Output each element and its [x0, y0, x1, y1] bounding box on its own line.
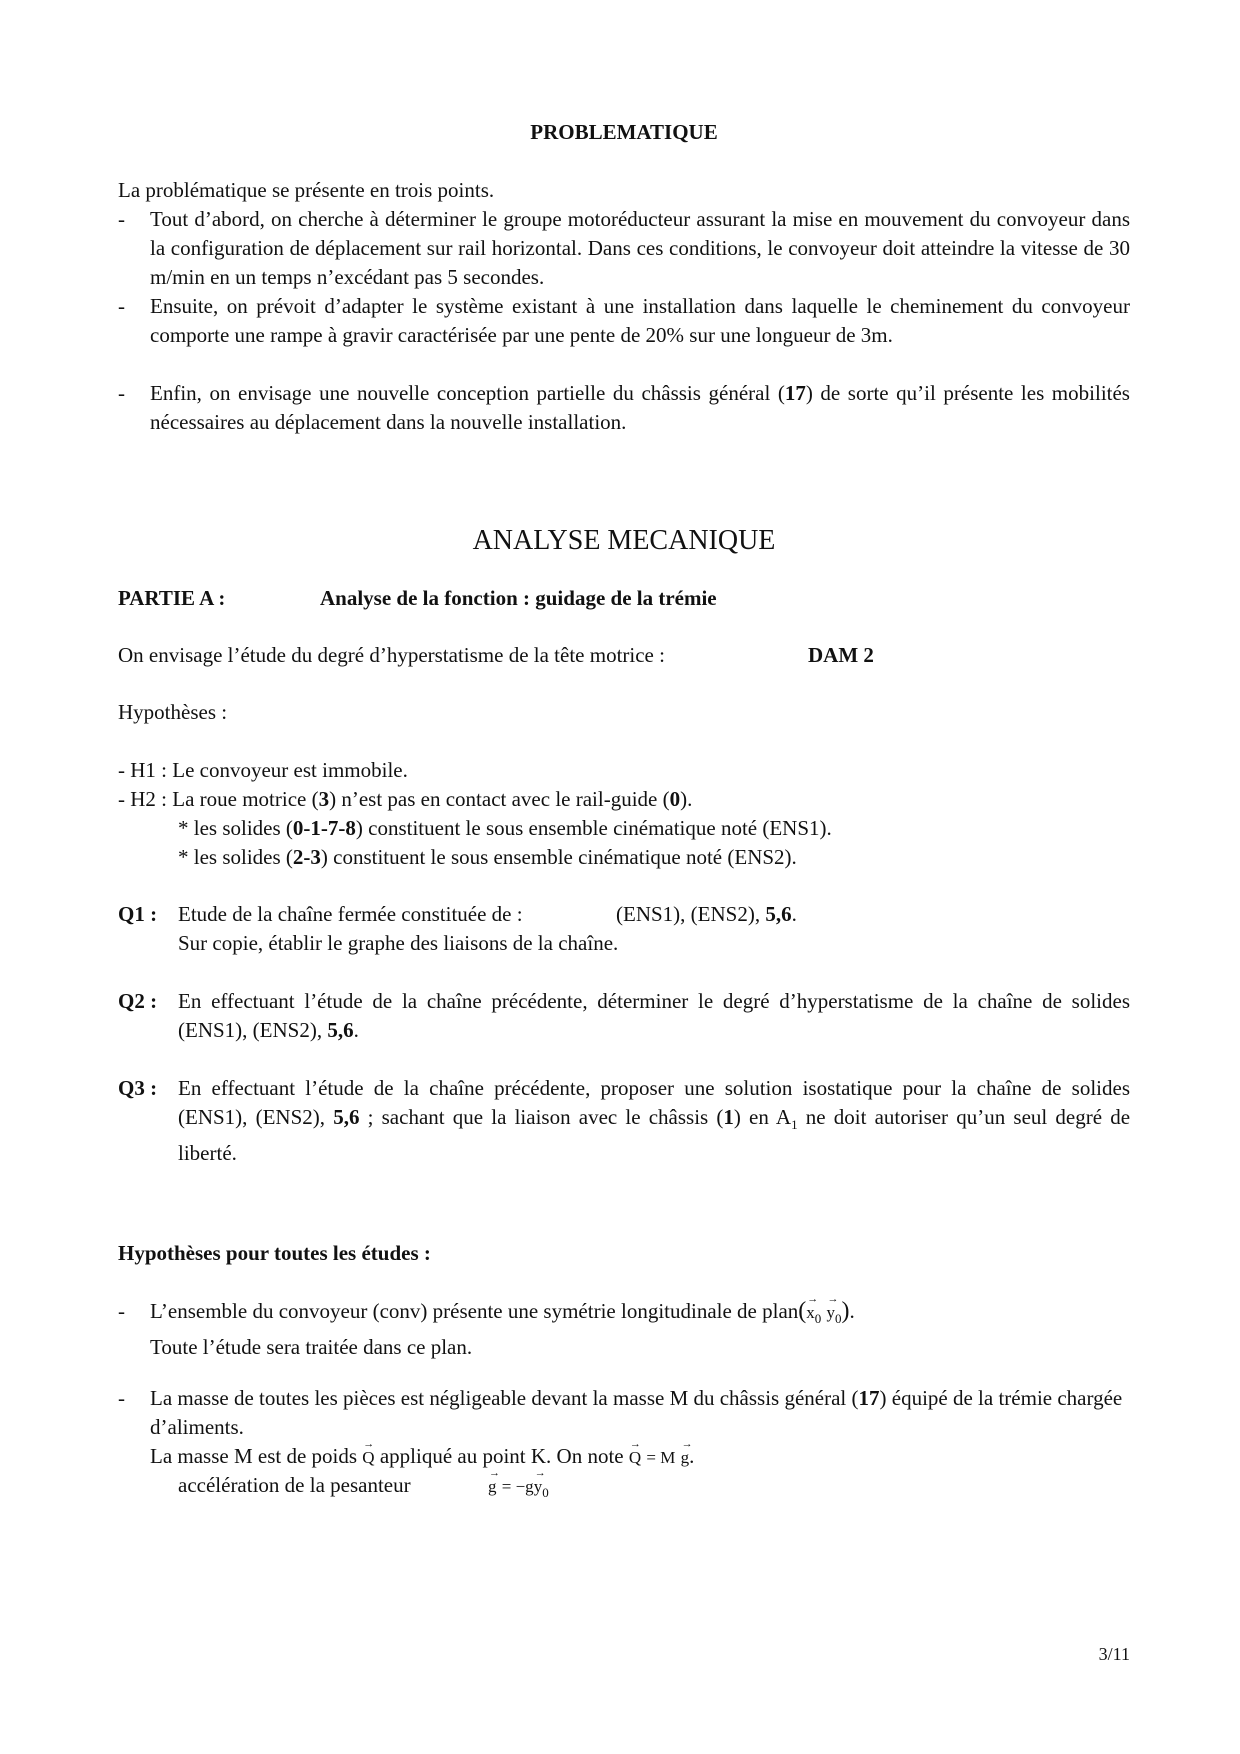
- partie-label: PARTIE A :: [118, 586, 226, 610]
- problematique-point-1: - Tout d’abord, on cherche à déterminer le groupe motoréducteur assurant la mise en mouvement du convoyeur dans la configuration de déplacement sur rail horizontal. Dans ces conditions, le convoyeur doit atteindre la vitesse de 30 m/min en un temps n’excédant pas 5 secondes.: [118, 207, 1130, 289]
- hypothese-h2: - H2 : La roue motrice (3) n’est pas en contact avec le rail-guide (0).: [118, 787, 693, 811]
- analyse-title: ANALYSE MECANIQUE: [472, 525, 776, 556]
- document-page: [118, 0, 1130, 1754]
- problematique-point-2: - Ensuite, on prévoit d’adapter le système existant à une installation dans laquelle le cheminement du convoyeur comporte une rampe à gravir caractérisée par une pente de 20% sur une longueur de 3m.: [118, 294, 1130, 347]
- etude-line: On envisage l’étude du degré d’hyperstatisme de la tête motrice : DAM 2: [118, 641, 1130, 670]
- hypothese-symetrie: - L’ensemble du convoyeur (conv) présente une symétrie longitudinale de plan(→ $x_0 \to y_0$). Toute l’étude sera traitée dans ce plan.: [118, 1297, 1130, 1357]
- ens1-definition: * les solides (0-1-7-8) constituent le sous ensemble cinématique noté (ENS1).: [178, 816, 832, 840]
- dam-ref: DAM 2: [808, 643, 874, 667]
- hypotheses-label: Hypothèses :: [118, 700, 228, 724]
- question-q1: Q1 : Etude de la chaîne fermée constituée de : (ENS1), (ENS2), 5,6. Sur copie, établir le graphe des liaisons de la chaîne.: [118, 902, 797, 955]
- problematique-point-3: - Enfin, on envisage une nouvelle conception partielle du châssis général (17) de sorte qu’il présente les mobilités nécessaires au déplacement dans la nouvelle installation.: [118, 381, 1130, 434]
- acceleration-pesanteur: accélération de la pesanteur → $g = -g\to y_0$: [178, 1471, 1190, 1500]
- partie-title: Analyse de la fonction : guidage de la trémie: [320, 586, 717, 610]
- hypothese-h1: - H1 : Le convoyeur est immobile.: [118, 758, 408, 782]
- partie-a-heading: [118, 584, 1130, 613]
- hypotheses-toutes-title: Hypothèses pour toutes les études :: [118, 1241, 431, 1265]
- page-number: 3/11: [1098, 1644, 1130, 1664]
- problematique-title: PROBLEMATIQUE: [530, 120, 718, 144]
- ens2-definition: * les solides (2-3) constituent le sous ensemble cinématique noté (ENS2).: [178, 845, 797, 869]
- question-q2: Q2 : En effectuant l’étude de la chaîne précédente, déterminer le degré d’hyperstatisme de la chaîne de solides (ENS1), (ENS2), 5,6.: [118, 989, 1130, 1042]
- problematique-intro: La problématique se présente en trois points.: [118, 178, 495, 202]
- question-q3: Q3 : En effectuant l’étude de la chaîne précédente, proposer une solution isostatique pour la chaîne de solides (ENS1), (ENS2), 5,6 ; sachant que la liaison avec le châssis (1) en $A_1$ ne doit autoriser qu’un seul degré de liberté.: [118, 1076, 1131, 1166]
- hypothese-masse: - La masse de toutes les pièces est négligeable devant la masse M du châssis général (17) équipé de la trémie chargée d’aliments. La masse M est de poids → Q appliqué au point K. On note → Q = M → g.: [118, 1384, 1130, 1504]
